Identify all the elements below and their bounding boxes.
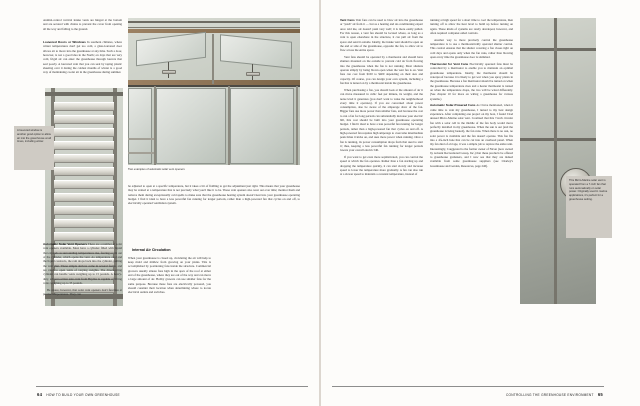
paragraph: Animal-control vertical intake vents are hinged at the bottom and are secured with chains to prevent the cover from opening all the way and falling to the ground. [43,18,122,31]
spread-gutter [319,0,321,406]
right-side-caption [566,176,612,238]
paragraph [43,242,122,285]
paragraph: Another way to more precisely control the greenhouse temperature is to use a thermostatically operated shutter control. This control ensures that the shutter covering a fan closes tight on cold days and opens only when the fan runs, rather than blowing open every time the greenhouse door is slammed. [430,37,513,60]
solar-powered-fans-heading: Automatic Solar-Powered Fans [430,103,476,108]
left-column-1-cont [43,40,122,77]
paragraph: When your greenhouse is closed up, circulating the air will help to keep mold and mildew from growing on your plants. This is accomplished by positioning fans inside the structure. Commercial growers usually situate fans high in the apex of the roof at either end of the greenhouse, where they are out of the way and can move a large amount of air. Hobby growers can use smaller fans for the same purpose. Because these fans are electrically powered, you should consider their location when determining where to locate electrical outlets and switches. [128,255,211,295]
right-folio [506,392,603,397]
right-column-1 [340,18,423,179]
rafter [128,21,300,23]
left-column-2-section [128,248,211,297]
paragraph: Be aware, however, that solar vent openers don't function at precise temperatures. They can [43,287,122,297]
paragraph: running at high speed for a short time to cool the temperature, then turning off to allow the heat level to build up before turning on again. These kinds of systems are rarely developed, however, and often required computer-aided controls. [430,18,513,35]
paragraph-text: In southern climates, where winter temperatures don't get too cold, a glass-louvered door allows air to move into the greenhouse at any time. Such a door, however, is not a good idea in the North; on days that are very cold, frigid air can enter the greenhouse through louvers that seal poorly. A louvered vent that you can seal by taping plastic sheeting over it during the coldest months of winter is a good way of maintaining cooler air in the greenhouse during summer. [43,40,122,75]
paragraph-text: Vent fans can be used to blow air into the greenhouse or "push" air from it — but as a heating and air-conditioning expert once told me, air doesn't push very well; it is more easily pulled. For this reason, a vent fan should be located where, as long as a vent is open elsewhere in the structure, it can pull air from the space and send it outside. Ideally, the intake vent should be open on the end or side of the greenhouse, opposite the fan, to allow air to flow across the entire space. [340,18,423,53]
left-illustration-caption-text: Two examples of automatic solar vent openers [128,168,185,171]
left-column-2 [128,184,300,208]
solar-vent-openers-heading: Automatic Solar Vent Openers [43,242,88,246]
mullion [212,34,214,84]
right-column-2 [430,18,513,171]
right-footer-rule [332,386,604,387]
louvered-doors-heading: Louvered Doors or Windows [43,40,86,44]
micro-marine-solar-vent-photo [520,18,596,304]
roof-rafter [520,48,596,51]
right-running-head: CONTROLLING THE GREENHOUSE ENVIRONMENT [505,393,594,397]
left-illustration-caption [128,168,300,172]
solar-vent-cylinder [246,72,260,76]
glazing-panel [230,88,294,164]
paragraph: If you want to get even more sophisticated, you can control the speed at which the fan operates. Rather than a fan starting up and dropping the temperature quickly, it can start slowly and increase speed to lower the temperature more gradually. A fan can also run at a slower speed to maintain a constant temperature, instead of [340,155,423,177]
paragraph-text: There are a number of solar vent openers available. Most have a cylinder filled with liquid that expands as surrounding temperatures rise, forcing a ram out of the cylinder, which opens the vent. As temperature cool and the liquid contracts, the ram drops back into the cylinder, pulling the vent shut. These simple devices come in several forms, and are rated to open vents of varying weights. The direct-acting cylinder can handle vents weighing up to 15 pounds. A heavy-duty, scissors-action auto-vent from Bayliss is capable of lifting vents weighing up to 35 pounds. [43,242,122,285]
vent-fans-heading: Vent Fans [340,18,355,22]
left-running-head: HOW TO BUILD YOUR OWN GREENHOUSE [46,393,120,397]
paragraph [430,62,513,101]
louvered-window-illustration [128,18,300,165]
internal-air-circulation-heading: Internal Air Circulation [132,248,171,252]
paragraph [43,40,122,75]
bench-shelf [128,138,154,140]
paragraph [430,103,513,168]
paragraph-text: As I have mentioned, when it came time to vent my greenhouse, I turned to my best design experience. After completing one project on my boat, I found I had unused Micro-Marine solar vent. I realized that this 7-inch circular fan with a solar cell in the middle of the fan body would move perfectly installed in my greenhouse. When the sun is out (and the greenhouse is being heated), the fan runs. When there is no sun, no solar power is available and the fan doesn't operate. This fan fits into a 4¾-inch hole that can be cut into an overhead panel. When my fan died of old age, it was a simple job to replace the entire unit. Interestingly, I suggested to the former owner of Nicon (now owned by Actuant Recreational Group, Inc.) that these products be offered to greenhouse gardeners, and I now see that they are indeed available from some greenhouse suppliers (see Charley's Greenhouse and Garden, Resources, page 240). [430,103,514,168]
roof-rafter [520,138,596,141]
right-side-caption-text: This Micro-Marine solar vent is operated from a 7-inch fan that runs automatically on solar power. Originally used in marine applications, it's perfect for a greenhouse setting. [569,179,608,201]
left-side-caption-text: A louvered window is another good option to allow air into the greenhouse at all times, including winter. [17,129,51,144]
left-folio [37,392,120,397]
bench-shelf [128,152,154,154]
photo-background [520,18,596,304]
mullion [296,86,298,165]
solar-vent-cylinder [162,70,176,74]
left-footer-rule [36,386,308,387]
wood-beam [128,29,300,33]
paragraph [340,18,423,53]
left-page-number: 64 [37,392,43,397]
roof-mullion [554,18,557,304]
paragraph: When purchasing a fan, you should look at the amount of air it can move measured in cubic feet per minute, its weight, and the noise level it generates (you don't want to wake the neighborhood every time it operates). If you are concerned about power consumption, also be aware of the amperage draw of the fan. Bigger fans use more power than smaller fans, and because the cost to run a fan for long periods can substantially increase your electric bill, this cost should be built into your greenhouse operating budget. I find it ideal to have a less powerful fan running for longer periods, rather than a high-powered fan that cycles on and off. A high-powered fan requires high amperage to overcome intermediate peak times it kicks on, and uses more power when running. Once a fan is running, its power consumption drops from that used to start it; thus, keeping a less powerful fan running for longer periods lowers your overall electric bill. [340,87,423,153]
glazing-panel [156,88,226,164]
left-column-1-lower [43,242,122,299]
paragraph: be adjusted to open at a specific temperature, but it takes a bit of fiddling to get the adjustment just right. This means that your greenhouse may be vented at a temperature that is not precisely what you'd like it to be. These vent openers also wear out over time; monitor them and remove them during exceptionally cold spells to make sure that the greenhouse heating system doesn't heat into your greenhouse operating budget. I find it ideal to have a less powerful fan running for longer periods, rather than a high-powered fan that cycles on and off, to electrically operated ventilation system. [128,184,300,206]
paragraph: Vent fans should be operated by a thermostat and should have shutters mounted on the outside to prevent cold air from flowing into the greenhouse when the fan is not running. Most shutters operate simply by being blown open when the vent fan is on. Vent fans can cost from $100 to $400 depending on their size and capacity. Of course, you can design your own system, including a fan that is turned on by a thermostat inside the greenhouse. [340,55,423,85]
paragraph-text: Electrically operated fans must be controlled by a thermostat to enable you to maintain an optimal greenhouse temperature. Ideally, the thermostat should be waterproof because it is likely to get wet when you spray plants in the greenhouse. Because a fan thermostat should be turned on when the greenhouse temperature rises and a heater thermostat is turned on when the temperature drops, the two will be wired differently. (See chapter 10 for more on wiring a greenhouse for various systems.) [430,62,513,101]
thermostat-vent-fans-heading: Thermostat for Vent Fans [430,62,469,66]
right-page-number: 65 [597,392,603,397]
